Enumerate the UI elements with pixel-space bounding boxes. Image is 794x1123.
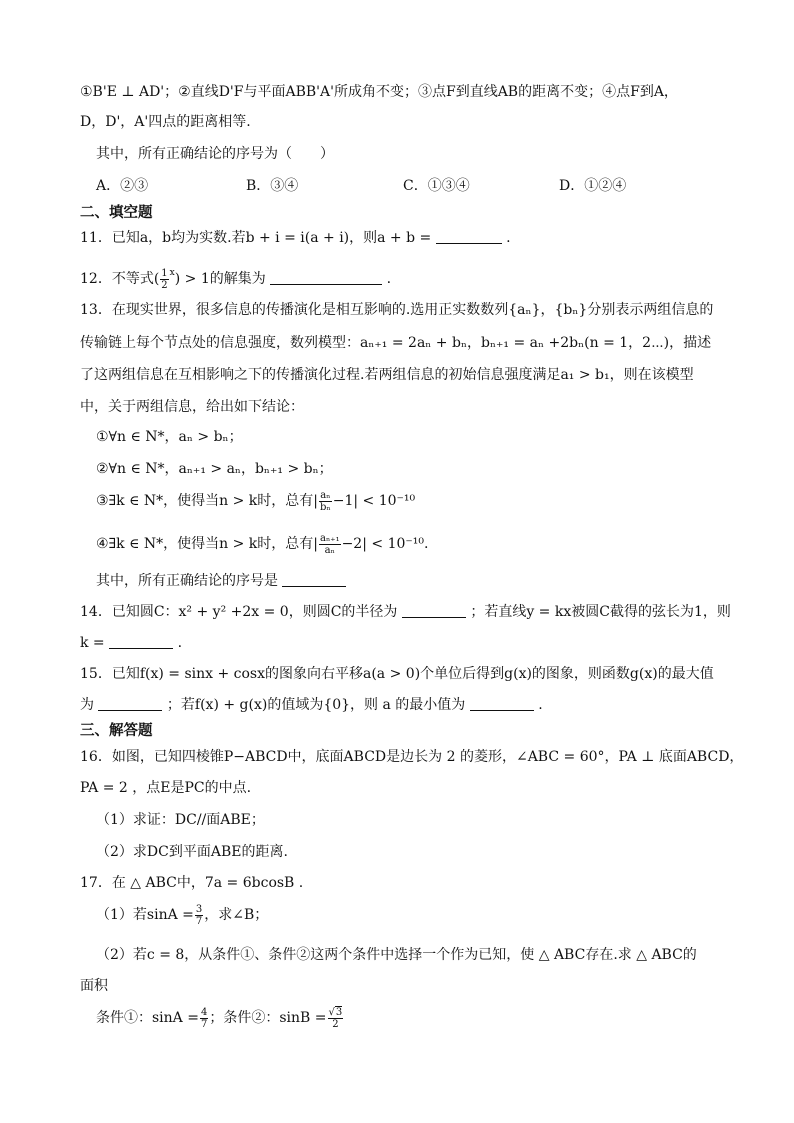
q13-answer-blank[interactable] bbox=[282, 572, 346, 587]
q10-option-c: C．①③④ bbox=[403, 178, 470, 194]
q17-p1-num: 3 bbox=[195, 903, 203, 915]
q13-c4-den: aₙ bbox=[324, 544, 335, 556]
q17-p1-post: ，求∠B； bbox=[204, 907, 269, 923]
q12-end: . bbox=[386, 271, 392, 287]
q13-c4-post: −2| < 10⁻¹⁰. bbox=[341, 536, 429, 552]
q10-conclusions-line2: D，D'，A'四点的距离相等. bbox=[80, 114, 251, 130]
q13-c3-fraction bbox=[319, 490, 332, 513]
q11-end: . bbox=[506, 230, 511, 246]
q17-part2-line1: （2）若c = 8，从条件①、条件②这两个条件中选择一个作为已知，使 △ ABC存在.求 △ ABC的 bbox=[96, 947, 697, 963]
section-heading-fill-in: 二、填空题 bbox=[80, 205, 153, 221]
q17-cond2-fraction bbox=[328, 1007, 344, 1030]
q17-part2-line2: 面积 bbox=[80, 978, 108, 994]
q12-fraction bbox=[160, 268, 168, 291]
q12-answer-blank[interactable] bbox=[270, 270, 382, 285]
q17-cond1-fraction bbox=[200, 1007, 208, 1030]
q10-option-b: B．③④ bbox=[246, 178, 299, 194]
q13-conclusion-1: ①∀n ∈ N*，aₙ > bₙ； bbox=[96, 429, 243, 445]
q10-option-d: D．①②④ bbox=[559, 178, 627, 194]
q13-conclusion-4 bbox=[96, 527, 428, 561]
q16-part2: （2）求DC到平面ABE的距离. bbox=[96, 844, 288, 860]
q12-frac-num: 1 bbox=[161, 267, 168, 279]
q14-end: . bbox=[177, 635, 183, 651]
q12-post: ) > 1的解集为 bbox=[174, 271, 266, 287]
q12 bbox=[80, 258, 391, 294]
q13-line1: 13．在现实世界，很多信息的传播演化是相互影响的.选用正实数数列{aₙ}，{bₙ}分别表示两组信息的 bbox=[80, 302, 714, 318]
q10-question: 其中，所有正确结论的序号为（ ） bbox=[96, 146, 334, 162]
q13-c3-pre: ③∃k ∈ N*，使得当n > k时，总有| bbox=[96, 493, 318, 509]
q11-answer-blank[interactable] bbox=[436, 229, 502, 244]
q13-line3: 了这两组信息在互相影响之下的传播演化过程.若两组信息的初始信息强度满足a₁ > b₁，则在该模型 bbox=[80, 367, 694, 383]
q17-conditions bbox=[96, 1001, 344, 1035]
q15-min-a-blank[interactable] bbox=[470, 696, 534, 711]
q13-c4-num: aₙ₊₁ bbox=[320, 532, 340, 544]
q12-frac-den: 2 bbox=[161, 279, 168, 291]
q13-c4-fraction bbox=[319, 533, 341, 556]
q10-option-a: A．②③ bbox=[96, 178, 149, 194]
q14-k-label: k = bbox=[80, 635, 105, 651]
q14-line2 bbox=[80, 634, 182, 652]
q13-c3-num: aₙ bbox=[320, 489, 331, 501]
q16-line2: PA = 2 ，点E是PC的中点. bbox=[80, 780, 252, 796]
q13-conclusion-2: ②∀n ∈ N*，aₙ₊₁ > aₙ，bₙ₊₁ > bₙ； bbox=[96, 461, 333, 477]
q17-cond2-num: √3 bbox=[328, 1006, 343, 1018]
q11-text: 11．已知a，b均为实数.若b + i = i(a + i)，则a + b = bbox=[80, 230, 432, 246]
q13-line4: 中，关于两组信息，给出如下结论： bbox=[80, 399, 304, 415]
q17-cond1-pre: 条件①：sinA = bbox=[96, 1010, 199, 1026]
q14-text-a: 14．已知圆C：x² + y² +2x = 0，则圆C的半径为 bbox=[80, 604, 398, 620]
q13-c4-pre: ④∃k ∈ N*，使得当n > k时，总有| bbox=[96, 536, 318, 552]
q15-end: . bbox=[538, 697, 543, 713]
q12-pre: 12．不等式( bbox=[80, 271, 160, 287]
q14-text-b: ；若直线y = kx被圆C截得的弦长为1，则 bbox=[470, 604, 731, 620]
q15-line1: 15．已知f(x) = sinx + cosx的图象向右平移a(a > 0)个单位后得到g(x)的图象，则函数g(x)的最大值 bbox=[80, 666, 714, 682]
q17-cond1-num: 4 bbox=[200, 1006, 208, 1018]
q13-question bbox=[96, 572, 346, 590]
q17-line1: 17．在 △ ABC中，7a = 6bcosB . bbox=[80, 875, 304, 891]
q17-p1-fraction bbox=[195, 904, 203, 927]
q12-exponent: x bbox=[169, 268, 175, 278]
q14-radius-blank[interactable] bbox=[402, 603, 466, 618]
q13-ask: 其中，所有正确结论的序号是 bbox=[96, 573, 278, 589]
q17-p1-pre: （1）若sinA = bbox=[96, 907, 194, 923]
q13-c3-den: bₙ bbox=[320, 501, 331, 513]
q15-text-a: 为 bbox=[80, 697, 94, 713]
q16-part1: （1）求证：DC//面ABE； bbox=[96, 812, 265, 828]
q16-line1: 16．如图，已知四棱锥P−ABCD中，底面ABCD是边长为 2 的菱形，∠ABC = 60°，PA ⊥ 底面ABCD， bbox=[80, 749, 744, 765]
q10-conclusions-line1: ①B'E ⊥ AD'；②直线D'F与平面ABB'A'所成角不变；③点F到直线AB的距离不变；④点F到A， bbox=[80, 84, 678, 100]
q17-part1 bbox=[96, 898, 268, 932]
q17-cond2-radicand: 3 bbox=[335, 1006, 343, 1018]
q17-cond2-pre: ；条件②：sinB = bbox=[209, 1010, 327, 1026]
q14-line1 bbox=[80, 603, 731, 621]
q17-cond2-den: 2 bbox=[332, 1018, 339, 1030]
section-heading-answer: 三、解答题 bbox=[80, 723, 153, 739]
q13-c3-post: −1| < 10⁻¹⁰ bbox=[332, 493, 416, 509]
q15-text-b: ；若f(x) + g(x)的值域为{0}，则 a 的最小值为 bbox=[166, 697, 466, 713]
q13-line2: 传输链上每个节点处的信息强度，数列模型：aₙ₊₁ = 2aₙ + bₙ，bₙ₊₁ = aₙ +2bₙ(n = 1，2⋯)，描述 bbox=[80, 335, 712, 351]
q13-conclusion-3 bbox=[96, 484, 415, 518]
q14-k-blank[interactable] bbox=[109, 634, 173, 649]
q17-cond1-den: 7 bbox=[200, 1018, 208, 1030]
q15-line2 bbox=[80, 696, 543, 714]
q11 bbox=[80, 229, 511, 247]
q15-max-blank[interactable] bbox=[98, 696, 162, 711]
q17-p1-den: 7 bbox=[195, 915, 203, 927]
